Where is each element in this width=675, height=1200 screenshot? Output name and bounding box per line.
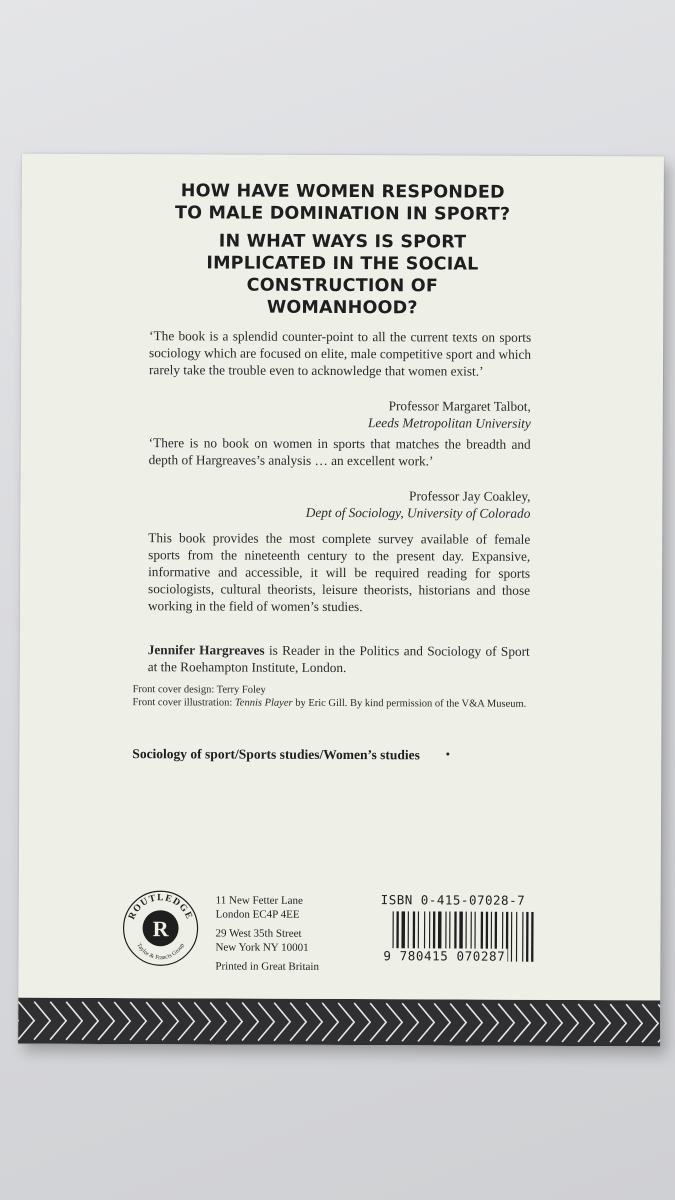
illustration-suffix: by Eric Gill. By kind permission of the V&A Museum. bbox=[292, 697, 527, 710]
subject-category: Sociology of sport/Sports studies/Women’s studies bbox=[132, 746, 420, 763]
headline-question-1 bbox=[22, 180, 664, 227]
barcode-bar bbox=[511, 912, 512, 962]
review-author-2: Professor Jay Coakley, bbox=[409, 488, 531, 504]
barcode-bar bbox=[526, 912, 529, 962]
headline-line: IMPLICATED IN THE SOCIAL bbox=[206, 253, 479, 275]
publisher-address bbox=[215, 894, 319, 974]
review-affiliation-1: Leeds Metropolitan University bbox=[367, 415, 531, 431]
printed-in: Printed in Great Britain bbox=[215, 960, 319, 973]
cover-design-credit: Front cover design: Terry Foley bbox=[132, 684, 266, 696]
author-bio-text: is Reader in the Politics and Sociology of Sport at the Roehampton Institute, London. bbox=[147, 642, 530, 676]
author-name: Jennifer Hargreaves bbox=[147, 642, 265, 658]
address-line: New York NY 10001 bbox=[215, 940, 309, 954]
headline-line: TO MALE DOMINATION IN SPORT? bbox=[175, 203, 511, 225]
cover-illustration-credit bbox=[133, 696, 563, 711]
address-line: 29 West 35th Street bbox=[215, 927, 302, 940]
barcode-number: 9 780415 070287 bbox=[383, 948, 506, 964]
address-line: London EC4P 4EE bbox=[215, 907, 300, 921]
barcode-bar bbox=[522, 912, 523, 962]
logo-text-bottom: Taylor & Francis Group bbox=[135, 942, 186, 962]
review-author-1: Professor Margaret Talbot, bbox=[388, 398, 531, 414]
isbn-label: ISBN 0-415-07028-7 bbox=[380, 892, 526, 908]
logo-text-top: ROUTLEDGE bbox=[127, 893, 195, 922]
barcode-bar bbox=[516, 912, 517, 962]
headline-line: CONSTRUCTION OF bbox=[246, 275, 439, 297]
review-affiliation-2: Dept of Sociology, University of Colorado bbox=[305, 504, 531, 521]
headline-line: IN WHAT WAYS IS SPORT bbox=[218, 231, 467, 253]
review-quote-1: ‘The book is a splendid counter-point to all the current texts on sports sociology which are focused on elite, male competitive sport and which rarely take the trouble even to acknowledge that women exist.’ bbox=[148, 328, 532, 379]
author-bio bbox=[148, 641, 530, 677]
barcode-bar bbox=[531, 912, 534, 962]
routledge-logo bbox=[121, 889, 199, 967]
cover-credits bbox=[133, 683, 563, 711]
bullet-dot bbox=[446, 752, 449, 755]
logo-letter: R bbox=[152, 916, 169, 942]
headline-line: HOW HAVE WOMEN RESPONDED bbox=[180, 181, 505, 203]
illustration-prefix: Front cover illustration: bbox=[132, 697, 235, 709]
illustration-title: Tennis Player bbox=[234, 697, 293, 709]
headline-question-2 bbox=[21, 230, 663, 321]
review-quote-2: ‘There is no book on women in sports that matches the breadth and depth of Hargreaves’s analysis … an excellent work.’ bbox=[148, 435, 531, 469]
address-line: 11 New Fetter Lane bbox=[215, 894, 303, 907]
book-back-cover bbox=[18, 154, 664, 1047]
headline-line: WOMANHOOD? bbox=[266, 297, 418, 319]
decorative-border-pattern bbox=[18, 998, 660, 1047]
book-description: This book provides the most complete survey available of female sports from the nineteenth century to the present day. Expansive, informative and accessible, it will be required reading for sports sociologists, cultural theorists, leisure theorists, historians and those working in the field of women’s studies. bbox=[147, 530, 531, 615]
